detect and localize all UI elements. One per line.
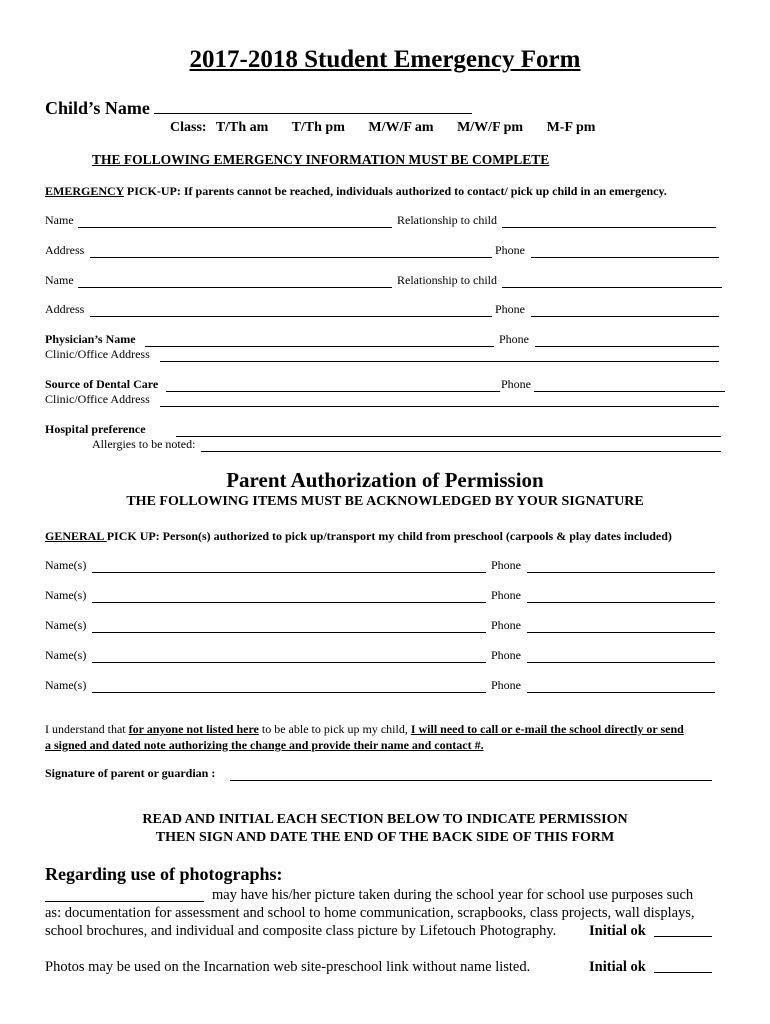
pickup-phone-field-3[interactable] — [527, 632, 715, 633]
class-option-tth-pm[interactable]: T/Th pm — [291, 120, 345, 135]
photos-text-1: may have his/her picture taken during the school year for school use purposes such — [212, 887, 694, 903]
class-option-mwf-pm[interactable]: M/W/F pm — [457, 120, 524, 135]
read-initial-line-2: THEN SIGN AND DATE THE END OF THE BACK SIDE OF THIS FORM — [155, 830, 615, 845]
photos-text-3: school brochures, and individual and composite class picture by Lifetouch Photography. — [45, 923, 557, 939]
understand-line-1 — [45, 722, 684, 737]
initial-ok-label-1: Initial ok — [589, 923, 646, 939]
relationship-field-1[interactable] — [502, 227, 716, 228]
pickup-names-field-5[interactable] — [92, 692, 486, 693]
child-name-row — [45, 98, 472, 119]
class-label: Class: — [170, 120, 207, 135]
dental-phone-field[interactable] — [534, 391, 725, 392]
pickup-phone-label-1: Phone — [491, 558, 521, 572]
authorization-subtitle: THE FOLLOWING ITEMS MUST BE ACKNOWLEDGED BY YOUR SIGNATURE — [126, 494, 644, 509]
physician-phone-field[interactable] — [535, 346, 719, 347]
dental-label: Source of Dental Care — [45, 377, 159, 391]
dental-clinic-field[interactable] — [160, 406, 719, 407]
photos-text-2: as: documentation for assessment and school to home communication, scrapbooks, class projects, wall displays, — [45, 905, 695, 921]
class-option-mf-pm[interactable]: M-F pm — [546, 120, 596, 135]
understand-line-2: a signed and dated note authorizing the change and provide their name and contact #. — [45, 738, 484, 752]
general-pickup-note — [45, 529, 672, 544]
emergency-address-label-2: Address — [45, 302, 85, 316]
pickup-names-field-3[interactable] — [92, 632, 486, 633]
relationship-label-1: Relationship to child — [397, 213, 497, 227]
emergency-pickup-note — [45, 184, 667, 199]
pickup-phone-label-2: Phone — [491, 588, 521, 602]
pickup-names-label-4: Name(s) — [45, 648, 87, 662]
photos-web-text: Photos may be used on the Incarnation web site-preschool link without name listed. — [45, 959, 531, 975]
photo-child-name-field[interactable] — [45, 901, 204, 902]
class-row — [170, 120, 615, 136]
understand-text-3: to be able to pick up my child, — [258, 722, 411, 736]
emergency-pickup-text: PICK-UP: If parents cannot be reached, individuals authorized to contact/ pick up child in an emergency. — [123, 184, 667, 198]
initial-ok-field-2[interactable] — [654, 972, 712, 973]
pickup-names-field-2[interactable] — [92, 602, 486, 603]
understand-text-2: for anyone not listed here — [128, 722, 259, 736]
authorization-title: Parent Authorization of Permission — [226, 468, 544, 492]
pickup-phone-label-4: Phone — [491, 648, 521, 662]
initial-ok-field-1[interactable] — [654, 936, 712, 937]
form-title: 2017-2018 Student Emergency Form — [189, 46, 581, 73]
allergies-field[interactable] — [201, 451, 721, 452]
emergency-name-label-2: Name — [45, 273, 74, 287]
emergency-word: EMERGENCY — [45, 184, 124, 198]
pickup-phone-field-2[interactable] — [527, 602, 715, 603]
relationship-field-2[interactable] — [502, 287, 722, 288]
pickup-phone-label-3: Phone — [491, 618, 521, 632]
pickup-names-label-1: Name(s) — [45, 558, 87, 572]
emergency-header: THE FOLLOWING EMERGENCY INFORMATION MUST BE COMPLETE — [92, 152, 550, 167]
physician-phone-label: Phone — [499, 332, 529, 346]
pickup-phone-field-5[interactable] — [527, 692, 715, 693]
pickup-names-label-2: Name(s) — [45, 588, 87, 602]
physician-clinic-label: Clinic/Office Address — [45, 347, 150, 361]
physician-label: Physician’s Name — [45, 332, 136, 346]
emergency-name-field-1[interactable] — [78, 227, 392, 228]
dental-phone-label: Phone — [501, 377, 531, 391]
relationship-label-2: Relationship to child — [397, 273, 497, 287]
pickup-names-field-4[interactable] — [92, 662, 486, 663]
hospital-field[interactable] — [176, 436, 721, 437]
class-option-tth-am[interactable]: T/Th am — [215, 120, 269, 135]
pickup-names-field-1[interactable] — [92, 572, 486, 573]
emergency-phone-field-1[interactable] — [531, 257, 719, 258]
understand-text-1: I understand that — [45, 722, 129, 736]
dental-clinic-label: Clinic/Office Address — [45, 392, 150, 406]
emergency-phone-field-2[interactable] — [531, 316, 719, 317]
allergies-label: Allergies to be noted: — [92, 437, 196, 451]
read-initial-line-1: READ AND INITIAL EACH SECTION BELOW TO INDICATE PERMISSION — [142, 812, 628, 827]
signature-label: Signature of parent or guardian : — [45, 766, 216, 780]
emergency-address-label-1: Address — [45, 243, 85, 257]
emergency-phone-label-2: Phone — [495, 302, 525, 316]
class-option-mwf-am[interactable]: M/W/F am — [368, 120, 434, 135]
dental-field[interactable] — [166, 391, 500, 392]
signature-field[interactable] — [230, 780, 712, 781]
general-pickup-text: PICK UP: Person(s) authorized to pick up/transport my child from preschool (carpools & play dates included) — [106, 529, 672, 543]
physician-field[interactable] — [145, 346, 494, 347]
initial-ok-label-2: Initial ok — [589, 959, 646, 975]
emergency-address-field-2[interactable] — [90, 316, 492, 317]
emergency-name-label-1: Name — [45, 213, 74, 227]
pickup-phone-label-5: Phone — [491, 678, 521, 692]
child-name-label: Child’s Name — [45, 98, 150, 118]
pickup-phone-field-1[interactable] — [527, 572, 715, 573]
understand-text-4: I will need to call or e-mail the school directly or send — [410, 722, 684, 736]
pickup-names-label-3: Name(s) — [45, 618, 87, 632]
emergency-address-field-1[interactable] — [90, 257, 492, 258]
general-word: GENERAL — [45, 529, 107, 543]
photos-heading: Regarding use of photographs: — [45, 864, 283, 884]
emergency-phone-label-1: Phone — [495, 243, 525, 257]
physician-clinic-field[interactable] — [160, 361, 719, 362]
hospital-label: Hospital preference — [45, 422, 146, 436]
child-name-field[interactable] — [154, 99, 472, 114]
pickup-phone-field-4[interactable] — [527, 662, 715, 663]
pickup-names-label-5: Name(s) — [45, 678, 87, 692]
emergency-name-field-2[interactable] — [78, 287, 392, 288]
